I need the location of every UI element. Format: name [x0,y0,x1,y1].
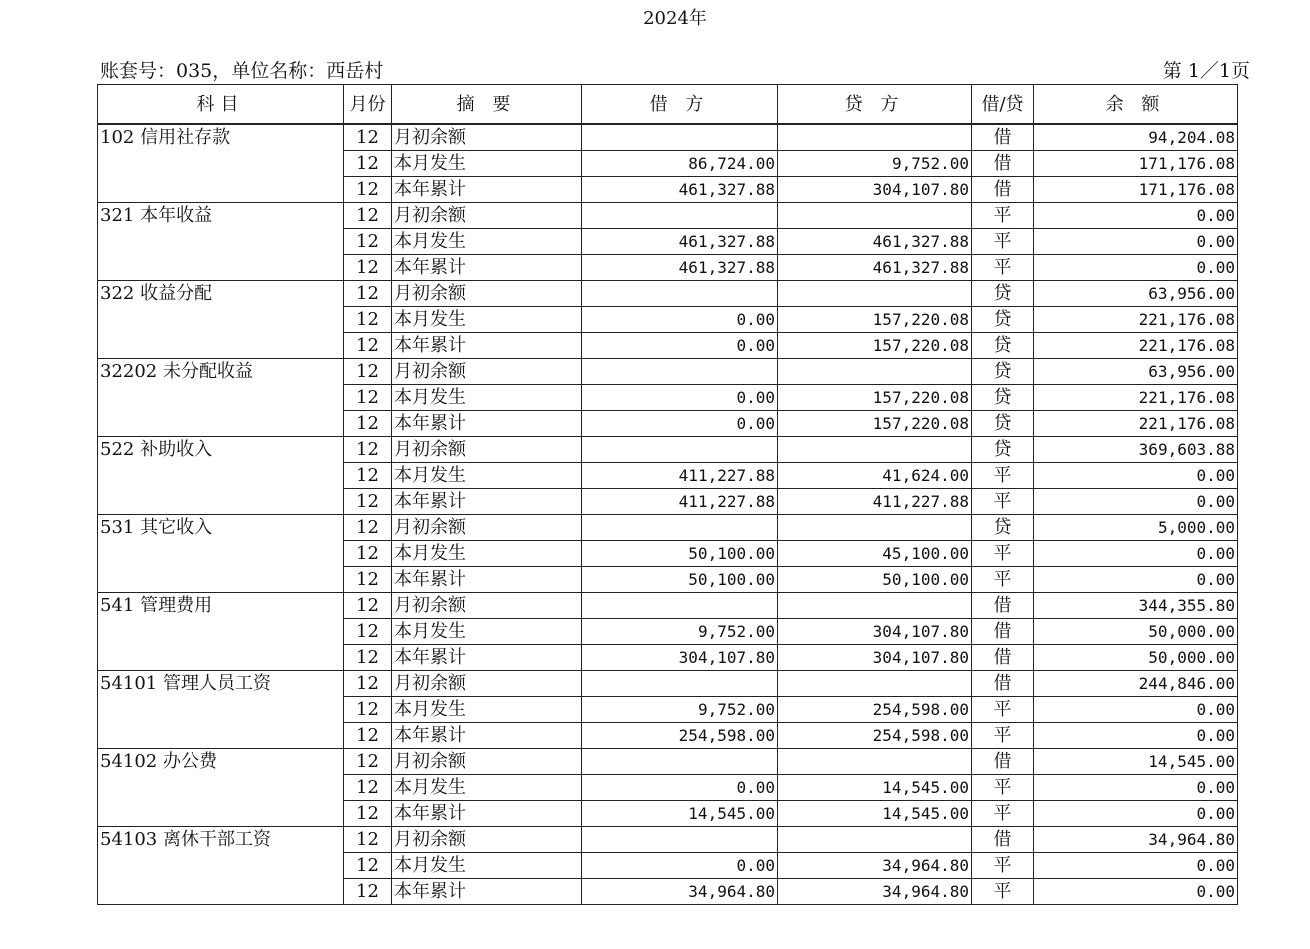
balance-cell: 0.00 [1034,255,1238,281]
balance-cell: 221,176.08 [1034,307,1238,333]
direction-cell: 贷 [972,307,1034,333]
col-header-debit: 借 方 [582,85,778,125]
credit-cell: 14,545.00 [778,801,972,827]
month-cell: 12 [344,697,392,723]
balance-cell: 0.00 [1034,723,1238,749]
credit-cell [778,593,972,619]
debit-cell: 0.00 [582,411,778,437]
credit-cell [778,359,972,385]
month-cell: 12 [344,124,392,151]
direction-cell: 平 [972,723,1034,749]
month-cell: 12 [344,463,392,489]
credit-cell: 9,752.00 [778,151,972,177]
credit-cell: 157,220.08 [778,385,972,411]
page-number: 第 1／1页 [1162,60,1250,82]
balance-cell: 171,176.08 [1034,151,1238,177]
direction-cell: 平 [972,697,1034,723]
credit-cell: 45,100.00 [778,541,972,567]
month-cell: 12 [344,151,392,177]
debit-cell [582,359,778,385]
month-cell: 12 [344,671,392,697]
balance-cell: 0.00 [1034,801,1238,827]
account-name-cell: 522 补助收入 [98,437,344,515]
table-row [98,593,1238,619]
debit-cell [582,124,778,151]
credit-cell: 254,598.00 [778,723,972,749]
debit-cell [582,671,778,697]
direction-cell: 借 [972,827,1034,853]
month-cell: 12 [344,853,392,879]
month-cell: 12 [344,749,392,775]
table-row [98,203,1238,229]
summary-cell: 本月发生 [392,619,582,645]
summary-cell: 月初余额 [392,359,582,385]
balance-cell: 50,000.00 [1034,619,1238,645]
balance-cell: 0.00 [1034,775,1238,801]
debit-cell: 9,752.00 [582,697,778,723]
direction-cell: 借 [972,151,1034,177]
debit-cell: 461,327.88 [582,229,778,255]
month-cell: 12 [344,775,392,801]
month-cell: 12 [344,437,392,463]
month-cell: 12 [344,255,392,281]
direction-cell: 借 [972,124,1034,151]
balance-cell: 0.00 [1034,463,1238,489]
report-year: 2024年 [643,8,707,29]
summary-cell: 本月发生 [392,541,582,567]
month-cell: 12 [344,281,392,307]
credit-cell: 34,964.80 [778,879,972,905]
balance-cell: 244,846.00 [1034,671,1238,697]
summary-cell: 月初余额 [392,124,582,151]
debit-cell: 304,107.80 [582,645,778,671]
debit-cell [582,281,778,307]
summary-cell: 本年累计 [392,333,582,359]
balance-cell: 0.00 [1034,541,1238,567]
direction-cell: 平 [972,853,1034,879]
month-cell: 12 [344,229,392,255]
credit-cell: 34,964.80 [778,853,972,879]
table-row [98,671,1238,697]
table-row [98,749,1238,775]
account-name-cell: 321 本年收益 [98,203,344,281]
credit-cell: 411,227.88 [778,489,972,515]
direction-cell: 贷 [972,437,1034,463]
month-cell: 12 [344,879,392,905]
month-cell: 12 [344,359,392,385]
balance-cell: 171,176.08 [1034,177,1238,203]
credit-cell [778,749,972,775]
summary-cell: 本年累计 [392,489,582,515]
summary-cell: 本月发生 [392,853,582,879]
summary-cell: 月初余额 [392,749,582,775]
balance-cell: 14,545.00 [1034,749,1238,775]
direction-cell: 借 [972,671,1034,697]
balance-cell: 0.00 [1034,203,1238,229]
debit-cell [582,827,778,853]
debit-cell: 0.00 [582,307,778,333]
debit-cell: 0.00 [582,853,778,879]
ledger-body [98,124,1238,905]
balance-cell: 0.00 [1034,697,1238,723]
credit-cell: 157,220.08 [778,307,972,333]
summary-cell: 本月发生 [392,463,582,489]
month-cell: 12 [344,723,392,749]
credit-cell [778,515,972,541]
summary-cell: 本月发生 [392,775,582,801]
summary-cell: 本月发生 [392,151,582,177]
summary-cell: 月初余额 [392,827,582,853]
table-row [98,827,1238,853]
credit-cell [778,437,972,463]
debit-cell: 254,598.00 [582,723,778,749]
month-cell: 12 [344,385,392,411]
balance-cell: 0.00 [1034,229,1238,255]
month-cell: 12 [344,411,392,437]
summary-cell: 本月发生 [392,385,582,411]
summary-cell: 本年累计 [392,879,582,905]
table-row [98,437,1238,463]
direction-cell: 借 [972,177,1034,203]
balance-cell: 221,176.08 [1034,385,1238,411]
account-name-cell: 322 收益分配 [98,281,344,359]
ledger-meta: 账套号：035，单位名称：西岳村 [100,60,384,82]
credit-cell: 157,220.08 [778,411,972,437]
month-cell: 12 [344,827,392,853]
col-header-balance: 余 额 [1034,85,1238,125]
credit-cell: 41,624.00 [778,463,972,489]
month-cell: 12 [344,307,392,333]
direction-cell: 平 [972,567,1034,593]
debit-cell: 0.00 [582,385,778,411]
debit-cell [582,437,778,463]
direction-cell: 借 [972,749,1034,775]
direction-cell: 贷 [972,411,1034,437]
debit-cell: 411,227.88 [582,489,778,515]
credit-cell: 461,327.88 [778,255,972,281]
direction-cell: 借 [972,593,1034,619]
summary-cell: 月初余额 [392,671,582,697]
account-name-cell: 54101 管理人员工资 [98,671,344,749]
credit-cell [778,281,972,307]
credit-cell [778,124,972,151]
debit-cell: 461,327.88 [582,255,778,281]
account-name-cell: 531 其它收入 [98,515,344,593]
direction-cell: 平 [972,255,1034,281]
debit-cell: 50,100.00 [582,567,778,593]
col-header-direction: 借/贷 [972,85,1034,125]
summary-cell: 月初余额 [392,281,582,307]
col-header-month: 月份 [344,85,392,125]
debit-cell: 50,100.00 [582,541,778,567]
balance-cell: 94,204.08 [1034,124,1238,151]
balance-cell: 63,956.00 [1034,281,1238,307]
balance-cell: 5,000.00 [1034,515,1238,541]
credit-cell: 304,107.80 [778,177,972,203]
month-cell: 12 [344,489,392,515]
table-row [98,515,1238,541]
debit-cell: 14,545.00 [582,801,778,827]
direction-cell: 贷 [972,385,1034,411]
month-cell: 12 [344,515,392,541]
credit-cell: 157,220.08 [778,333,972,359]
summary-cell: 月初余额 [392,515,582,541]
month-cell: 12 [344,203,392,229]
month-cell: 12 [344,645,392,671]
balance-cell: 0.00 [1034,879,1238,905]
summary-cell: 月初余额 [392,593,582,619]
summary-cell: 本年累计 [392,723,582,749]
direction-cell: 平 [972,203,1034,229]
balance-cell: 369,603.88 [1034,437,1238,463]
summary-cell: 本月发生 [392,229,582,255]
summary-cell: 本月发生 [392,307,582,333]
direction-cell: 贷 [972,359,1034,385]
direction-cell: 贷 [972,281,1034,307]
direction-cell: 贷 [972,515,1034,541]
balance-cell: 0.00 [1034,567,1238,593]
direction-cell: 平 [972,541,1034,567]
account-name-cell: 541 管理费用 [98,593,344,671]
credit-cell [778,827,972,853]
month-cell: 12 [344,541,392,567]
summary-cell: 本年累计 [392,177,582,203]
summary-cell: 本年累计 [392,255,582,281]
account-name-cell: 32202 未分配收益 [98,359,344,437]
balance-cell: 0.00 [1034,489,1238,515]
credit-cell: 50,100.00 [778,567,972,593]
summary-cell: 本年累计 [392,411,582,437]
direction-cell: 平 [972,775,1034,801]
month-cell: 12 [344,177,392,203]
credit-cell: 461,327.88 [778,229,972,255]
debit-cell: 461,327.88 [582,177,778,203]
credit-cell [778,671,972,697]
direction-cell: 平 [972,801,1034,827]
month-cell: 12 [344,801,392,827]
account-name-cell: 102 信用社存款 [98,124,344,203]
debit-cell [582,515,778,541]
debit-cell: 9,752.00 [582,619,778,645]
debit-cell [582,203,778,229]
month-cell: 12 [344,593,392,619]
debit-cell: 86,724.00 [582,151,778,177]
summary-cell: 月初余额 [392,203,582,229]
balance-cell: 344,355.80 [1034,593,1238,619]
balance-cell: 221,176.08 [1034,411,1238,437]
direction-cell: 借 [972,619,1034,645]
direction-cell: 借 [972,645,1034,671]
table-header-row [98,85,1238,125]
col-header-summary: 摘 要 [392,85,582,125]
summary-cell: 本年累计 [392,801,582,827]
credit-cell: 14,545.00 [778,775,972,801]
credit-cell: 254,598.00 [778,697,972,723]
col-header-account: 科目 [98,85,344,125]
debit-cell: 34,964.80 [582,879,778,905]
debit-cell: 0.00 [582,775,778,801]
month-cell: 12 [344,333,392,359]
table-row [98,281,1238,307]
summary-cell: 月初余额 [392,437,582,463]
debit-cell: 411,227.88 [582,463,778,489]
direction-cell: 平 [972,463,1034,489]
account-name-cell: 54102 办公费 [98,749,344,827]
summary-cell: 本年累计 [392,645,582,671]
summary-cell: 本年累计 [392,567,582,593]
debit-cell [582,593,778,619]
balance-cell: 34,964.80 [1034,827,1238,853]
credit-cell: 304,107.80 [778,645,972,671]
direction-cell: 平 [972,489,1034,515]
balance-cell: 50,000.00 [1034,645,1238,671]
balance-cell: 221,176.08 [1034,333,1238,359]
ledger-table [97,84,1238,905]
table-row [98,359,1238,385]
account-name-cell: 54103 离休干部工资 [98,827,344,905]
debit-cell [582,749,778,775]
col-header-credit: 贷 方 [778,85,972,125]
month-cell: 12 [344,619,392,645]
credit-cell [778,203,972,229]
direction-cell: 贷 [972,333,1034,359]
debit-cell: 0.00 [582,333,778,359]
balance-cell: 0.00 [1034,853,1238,879]
direction-cell: 平 [972,229,1034,255]
month-cell: 12 [344,567,392,593]
credit-cell: 304,107.80 [778,619,972,645]
summary-cell: 本月发生 [392,697,582,723]
direction-cell: 平 [972,879,1034,905]
balance-cell: 63,956.00 [1034,359,1238,385]
table-row [98,124,1238,151]
